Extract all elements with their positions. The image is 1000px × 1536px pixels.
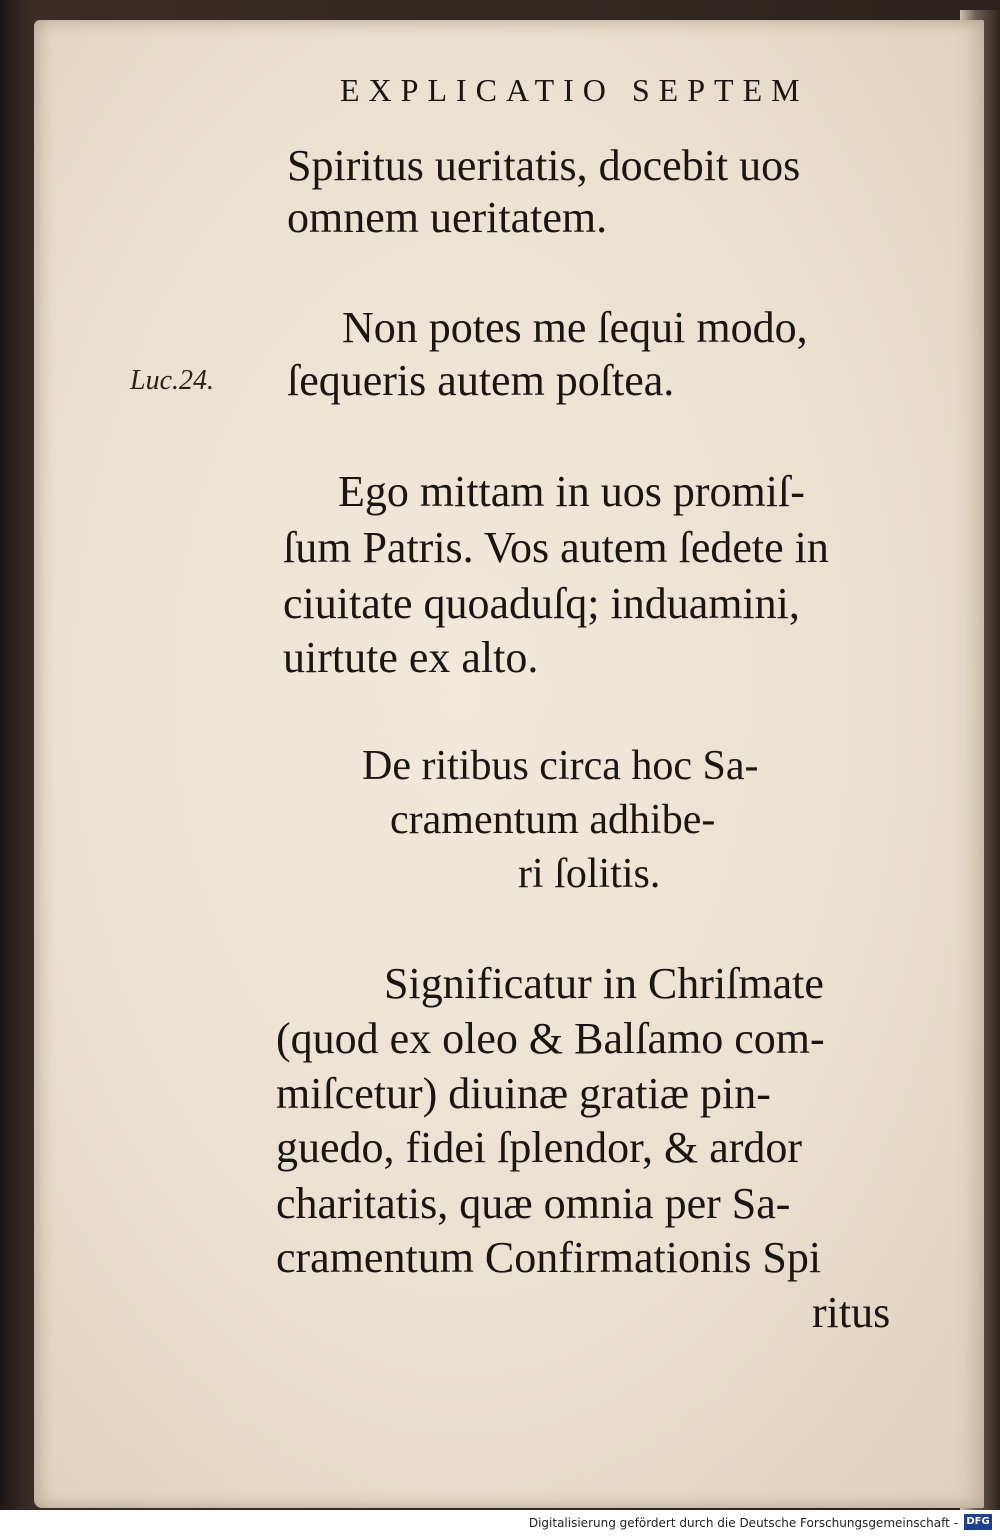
body-line: uirtute ex alto. [283,633,539,682]
body-line: omnem ueritatem. [287,193,608,242]
paragraph-line: charitatis, quæ omnia per Sa- [276,1179,791,1228]
running-head: EXPLICATIO SEPTEM [340,72,809,108]
section-heading-line: De ritibus circa hoc Sa- [362,743,759,789]
body-line: Spiritus ueritatis, docebit uos [287,141,801,190]
footer-credit: Digitalisierung gefördert durch die Deutsche Forschungsgemeinschaft - [528,1516,958,1530]
paragraph-line: guedo, fidei ſplendor, & ardor [276,1123,803,1172]
body-line: ſum Patris. Vos autem ſedete in [283,523,829,572]
section-heading-line: ri ſolitis. [518,851,661,897]
footer-bar [0,1510,1000,1536]
catchword: ritus [812,1288,891,1337]
paragraph-line: (quod ex oleo & Balſamo com- [276,1014,825,1063]
body-line: ciuitate quoaduſq; induamini, [283,579,800,628]
body-line: ſequeris autem poſtea. [287,356,675,405]
paragraph-line: Significatur in Chriſmate [384,959,824,1008]
body-line: Ego mittam in uos promiſ- [338,467,805,516]
section-heading-line: cramentum adhibe- [390,797,716,843]
dfg-logo: DFG [964,1514,992,1530]
margin-note: Luc.24. [130,365,214,396]
body-line: Non potes me ſequi modo, [342,303,808,352]
paragraph-line: miſcetur) diuinæ gratiæ pin- [276,1069,771,1118]
paragraph-line: cramentum Confirmationis Spi [276,1233,822,1282]
